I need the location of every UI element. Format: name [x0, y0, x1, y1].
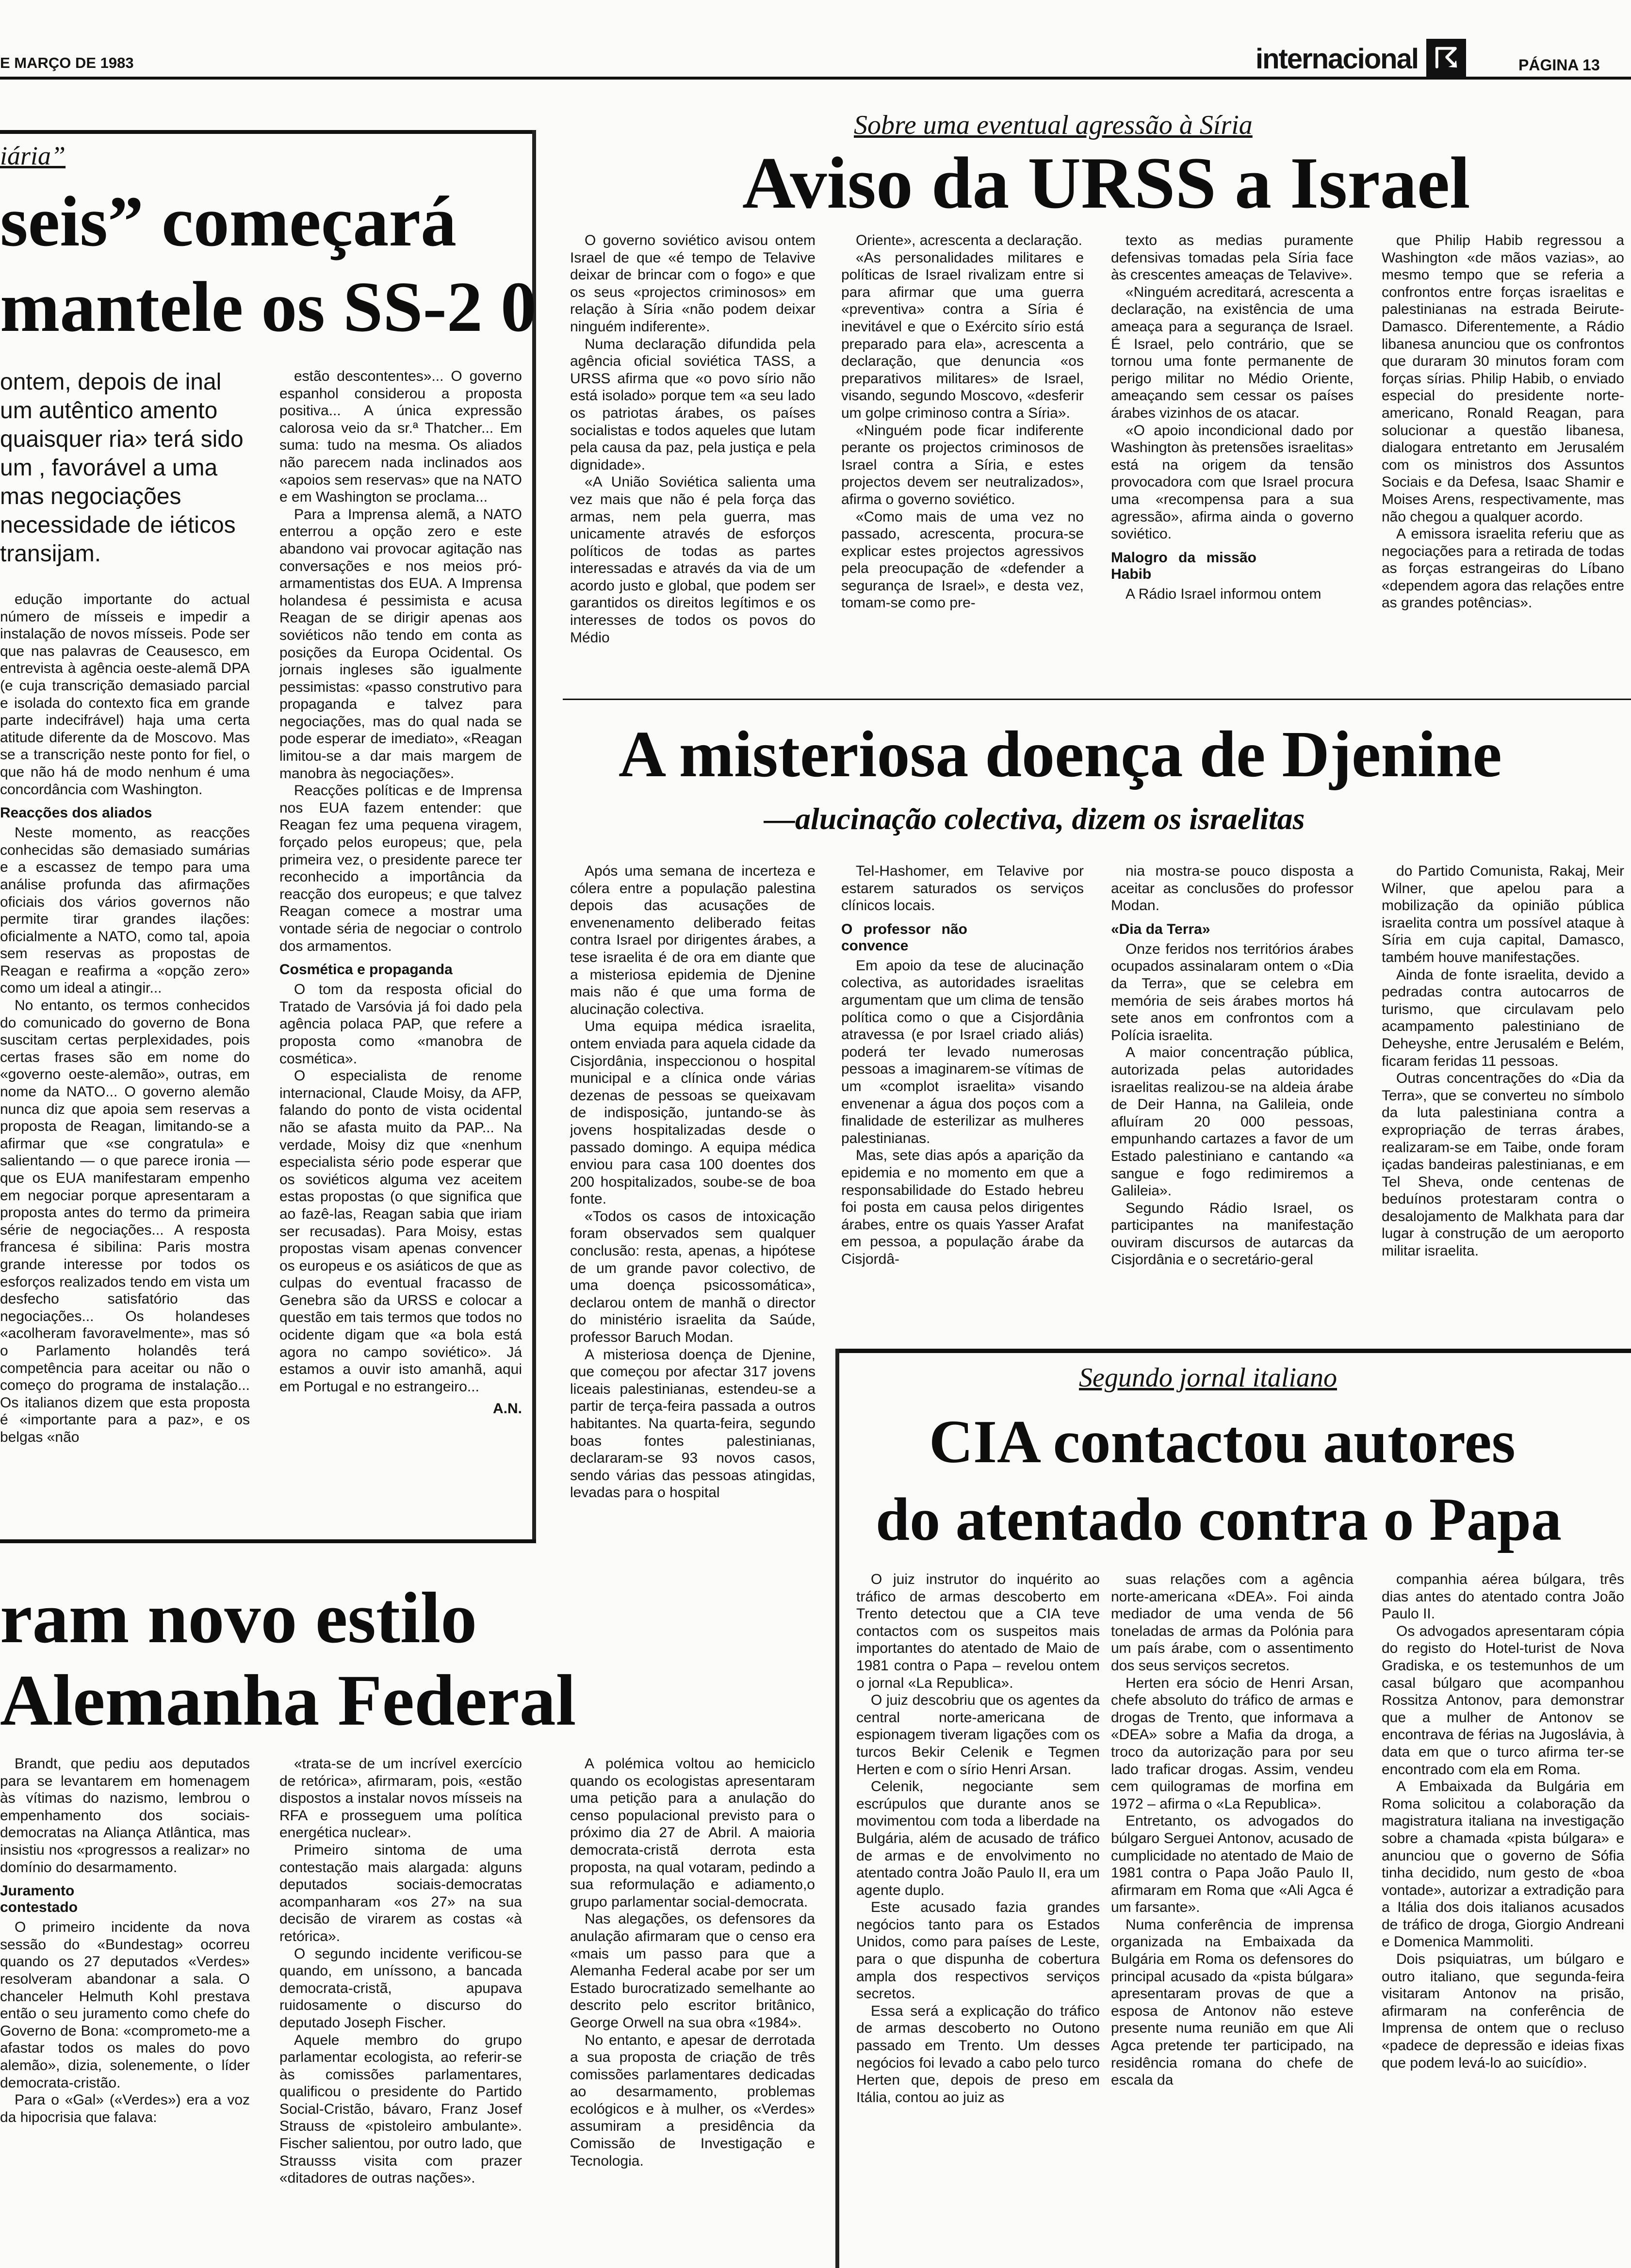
urss-column-4 [1382, 232, 1624, 688]
paragraph: «trata-se de um incrível exercício de retórica», afirmaram, pois, «estão dispostos a instalar novos mísseis na RFA e prosseguem uma política energética nuclear». [279, 1756, 522, 1841]
left-story-column-b [279, 368, 522, 1539]
paragraph: Segundo Rádio Israel, os participantes na manifestação ouviram discursos de autarcas da Cisjordânia e o secretário-geral [1111, 1200, 1354, 1268]
header-rule [0, 77, 1631, 80]
paragraph: O primeiro incidente da nova sessão do «Bundestag» ocorreu quando os 27 deputados «Verdes» resolveram abandonar a sala. O chanceler Helmuth Kohl prestava então o seu juramento como chefe do Governo de Bona: «comprometo-me a afastar todos os males do povo alemão», dizia, solenemente, o líder democrata-cristão. [0, 1919, 250, 2091]
paragraph: Onze feridos nos territórios árabes ocupados assinalaram ontem o «Dia da Terra», que se celebra em memória de seis árabes mortos há sete anos em confrontos com a Polícia israelita. [1111, 941, 1354, 1044]
subheading: Malogro da missão Habib [1111, 549, 1256, 582]
djenine-column-2 [841, 863, 1084, 1353]
paragraph: Celenik, negociante sem escrúpulos que durante anos se movimentou com toda a liberdade na Bulgária, além de acusado de tráfico de armas e de envolvimento no atentado contra João Paulo II, era um agente duplo. [856, 1779, 1100, 1898]
urss-bottom-rule [563, 699, 1631, 700]
paragraph: Este acusado fazia grandes negócios tanto para os Estados Unidos, como para países de Leste, para o que dispunha de cobertura ampla dos respectivos serviços secretos. [856, 1899, 1100, 2002]
urss-column-2 [841, 232, 1084, 688]
paragraph: Reacções políticas e de Imprensa nos EUA fazem entender: que Reagan fez uma pequena viragem, forçado pelos europeus; que, pela primeira vez, o presidente parece ter reconhecido a importância da reacção dos europeus; e que talvez Reagan comece a mostrar uma vontade séria de negociar o controlo dos armamentos. [279, 783, 522, 954]
alemanha-headline-2: Alemanha Federal [0, 1660, 576, 1741]
paragraph: Mas, sete dias após a aparição da epidemia e no momento em que a responsabilidade do Estado hebreu foi posta em causa pelos dirigentes árabes, entre os quais Yasser Arafat em pessoa, a população árabe da Cisjordâ- [841, 1147, 1084, 1267]
paragraph: O juiz instrutor do inquérito ao tráfico de armas descoberto em Trento detectou que a CIA teve contactos com os suspeitos mais importantes do atentado de Maio de 1981 contra o Papa – revelou ontem o jornal «La Republica». [856, 1571, 1100, 1691]
paragraph: Numa conferência de imprensa organizada na Embaixada da Bulgária em Roma os defensores do principal acusado da «pista búlgara» apresentaram provas de que a esposa de Antonov não esteve presente numa reunião em que Ali Agca pretende ter participado, na residência romana do chefe de escala da [1111, 1916, 1354, 2089]
left-story-kicker: iária” [0, 141, 66, 170]
paragraph: O especialista de renome internacional, Claude Moisy, da AFP, falando do ponto de vista ocidental não se afasta muito da PAP... Na verdade, Moisy diz que «nenhum especialista sério pode esperar que os soviéticos alguma vez aceitem estas propostas (o que significa que ao fazê-las, Reagan sabia que iriam ser recusadas). Para Moisy, estas propostas visam apenas convencer os europeus e os asiáticos de que as culpas do eventual fracasso de Genebra são da URSS e colocar a questão em tais termos que todos no ocidente digam que «a bola está agora no campo soviético». Já estamos a ouvir isto amanhã, aqui em Portugal e no estrangeiro... [279, 1068, 522, 1395]
alemanha-column-1 [0, 1755, 250, 2260]
paragraph: Os advogados apresentaram cópia do registo do Hotel-turist de Nova Gradiska, e os testemunhos de um casal búlgaro que acompanhou Rossitza Antonov, para demonstrar que a mulher de Antonov se encontrava de férias na Jugoslávia, à data em que o turco afirma ter-se encontrado com ela em Roma. [1382, 1623, 1624, 1778]
cia-column-1 [856, 1571, 1100, 2260]
cia-headline-1: CIA contactou autores [929, 1408, 1516, 1476]
paragraph: texto as medias puramente defensivas tomadas pela Síria face às crescentes ameaças de Telavive». [1111, 232, 1354, 283]
paragraph: «Ninguém pode ficar indiferente perante os projectos criminosos de Israel contra a Síria, e estes projectos devem ser neutralizados», afirma o governo soviético. [841, 422, 1084, 507]
paragraph: Uma equipa médica israelita, ontem enviada para aquela cidade da Cisjordânia, inspeccionou o hospital municipal e a clínica onde várias dezenas de pessoas se queixavam de indisposição, juntando-se às jovens hospitalizadas desde o passado domingo. A equipa médica enviou para casa 100 doentes dos 200 hospitalizados, soube-se de boa fonte. [570, 1018, 816, 1207]
alemanha-column-3 [570, 1755, 815, 2260]
paragraph: edução importante do actual número de mísseis e impedir a instalação de novos mísseis. Pode ser que nas palavras de Ceausesco, em entrevista à agência oeste-alemã DPA (e cuja transcrição demasiado parcial e isolada do contexto fica em grande parte indecifrável) haja uma certa atitude diferente da de Moscovo. Mas se a transcrição neste ponto for fiel, o que não há de modo nenhum é uma concordância com Washington. [0, 591, 250, 798]
left-story-bottom-rule [0, 1539, 536, 1543]
paragraph: A emissora israelita referiu que as negociações para a retirada de todas as forças estrangeiras do Líbano «dependem agora das relações entre as grandes potências». [1382, 526, 1624, 611]
header-page-number: PÁGINA 13 [1518, 56, 1600, 74]
paragraph: que Philip Habib regressou a Washington «de mãos vazias», ao mesmo tempo que se referia a confrontos entre forças israelitas e palestinianas na estrada Beirute-Damasco. Diferentemente, a Rádio libanesa anunciou que os confrontos que duraram 30 minutos foram com forças sírias. Philip Habib, o enviado especial do presidente norte-americano, Ronald Reagan, para solucionar a questão libanesa, dialogara entretanto em Jerusalém com os ministros dos Assuntos Sociais e da Defesa, Isaac Shamir e Moises Arens, respectivamente, mas não chegou a qualquer acordo. [1382, 232, 1624, 525]
paragraph: Para o «Gal» («Verdes») era a voz da hipocrisia que falava: [0, 2092, 250, 2125]
cia-box-top-rule [835, 1349, 1631, 1353]
paragraph: do Partido Comunista, Rakaj, Meir Wilner, que apelou para a mobilização da opinião pública israelita contra um possível ataque à Síria em cuja capital, Damasco, também houve manifestações. [1382, 863, 1624, 965]
paragraph: «Como mais de uma vez no passado, acrescenta, procura-se explicar estes projectos agressivos pela preocupação de «defender a segurança de Israel», e desta vez, tomam-se como pre- [841, 508, 1084, 611]
urss-kicker: Sobre uma eventual agressão à Síria [854, 110, 1253, 140]
urss-column-1 [570, 232, 816, 688]
header-section: internacional [1256, 43, 1418, 75]
paragraph: Após uma semana de incerteza e cólera entre a população palestina depois das acusações de envenenamento deliberado feitas contra Israel por dirigentes árabes, a tese israelita é de ora em diante que a misteriosa epidemia de Djenine mais não é que uma forma de alucinação colectiva. [570, 863, 816, 1017]
cia-kicker: Segundo jornal italiano [1079, 1363, 1337, 1393]
paragraph: Ainda de fonte israelita, devido a pedradas contra autocarros de turismo, que circulavam pelo acampamento palestiniano de Deheyshe, entre Jerusalém e Belém, ficaram feridas 11 pessoas. [1382, 966, 1624, 1069]
djenine-column-1 [570, 863, 816, 1581]
paragraph: nia mostra-se pouco disposta a aceitar as conclusões do professor Modan. [1111, 863, 1354, 914]
paragraph: Oriente», acrescenta a declaração. [856, 232, 1082, 248]
subheading: Juramento contestado [0, 1883, 78, 1916]
urss-headline: Aviso da URSS a Israel [742, 142, 1470, 224]
paragraph: «As personalidades militares e políticas de Israel rivalizam entre si para afirmar que uma guerra «preventiva» contra a Síria é inevitável e que o Exército sírio está preparado para ela», acrescenta a declaração, que denuncia «os preparativos militares» de Israel, visando, segundo Moscovo, «desferir um golpe criminoso contra a Síria». [841, 249, 1084, 421]
paragraph: A Embaixada da Bulgária em Roma solicitou a colaboração da magistratura italiana na investigação sobre a chamada «pista búlgara» e anunciou que o governo de Sófia tinha decidido, num gesto de «boa vontade», autorizar a extradição para a Itália dos dois italianos acusados de tráfico de droga, Giorgio Andreani e Domenica Mammoliti. [1382, 1779, 1624, 1950]
paragraph: Numa declaração difundida pela agência oficial soviética TASS, a URSS afirma que «o povo sírio não está isolado» porque tem «a seu lado os patriotas árabes, os países socialistas e todos aqueles que lutam pela causa da paz, pela justiça e pela dignidade». [570, 336, 816, 473]
left-story-lead: ontem, depois de inal um autêntico amento quaisquer ria» terá sido um , favorável a uma mas negociações necessidade de iéticos transijam. [0, 369, 244, 567]
paragraph: Brandt, que pediu aos deputados para se levantarem em homenagem às vítimas do nazismo, lembrou o empenhamento dos sociais-democratas na Aliança Atlântica, mas insistiu nos «progressos a realizar» no domínio do desarmamento. [0, 1756, 250, 1876]
paragraph: O tom da resposta oficial do Tratado de Varsóvia já foi dado pela agência polaca PAP, que refere a proposta como «manobra de cosmética». [279, 981, 522, 1067]
left-story-headline-2: mantele os SS-2 0 [0, 267, 537, 347]
paragraph: A maior concentração pública, autorizada pelas autoridades israelitas realizou-se na aldeia árabe de Deir Hanna, na Galileia, onde afluíram 20 000 pessoas, empunhando cartazes a favor de um Estado palestiniano e cantando «a sangue e fogo redimiremos a Galileia». [1111, 1044, 1354, 1199]
left-story-headline-1: seis” começará [0, 182, 457, 261]
paragraph: Em apoio da tese de alucinação colectiva, as autoridades israelitas argumentam que um clima de tensão política como o que a Cisjordânia atravessa (e por Israel criado aliás) poderá ter levado numerosas pessoas a imaginarem-se vítimas de um «complot israelita» visando envenenar a água dos poços com a finalidade de esterilizar as mulheres palestinianas. [841, 957, 1084, 1146]
signature: A.N. [493, 1401, 522, 1417]
paragraph: Essa será a explicação do tráfico de armas descoberto no Outono passado em Trento. Um desses negócios foi levado a cabo pelo turco Herten que, depois de preso em Itália, contou ao juiz as [856, 2003, 1100, 2105]
paragraph: No entanto, e apesar de derrotada a sua proposta de criação de três comissões parlamentares dedicadas ao desarmamento, problemas ecológicos e à mulher, os «Verdes» assumiram a presidência da Comissão de Investigação e Tecnologia. [570, 2032, 815, 2169]
djenine-column-3 [1111, 863, 1354, 1353]
paragraph: «A União Soviética salienta uma vez mais que não é pela força das armas, nem pela guerra, mas unicamente através de esforços políticos de todas as partes interessadas e através da via de um acordo justo e global, que podem ser garantidos os direitos legítimos e os interesses de todos os povos do Médio [570, 474, 816, 646]
subheading: «Dia da Terra» [1111, 921, 1210, 937]
paragraph: A Rádio Israel informou ontem [1125, 586, 1321, 602]
paragraph: Entretanto, os advogados do búlgaro Serguei Antonov, acusado de cumplicidade no atentado de Maio de 1981 contra o Papa João Paulo II, afirmaram em Roma que «Ali Agca é um farsante». [1111, 1813, 1354, 1916]
paragraph: Herten era sócio de Henri Arsan, chefe absoluto do tráfico de armas e drogas de Trento, que informava a «DEA» sobre a Mafia da droga, a troco da autorização para por seu lado traficar drogas. Assim, vendeu cem quilogramas de morfina em 1972 – afirma o «La Republica». [1111, 1675, 1354, 1812]
paragraph: suas relações com a agência norte-americana «DEA». Foi ainda mediador de uma venda de 56 toneladas de armas da Polónia para um país árabe, com o assentimento dos seus serviços secretos. [1111, 1571, 1354, 1674]
paragraph: «Todos os casos de intoxicação foram observados sem qualquer conclusão: resta, apenas, a hipótese de um grande pavor colectivo, de uma doença psicossomática», declarou ontem de manhã o director do ministério israelita da Saúde, professor Baruch Modan. [570, 1208, 816, 1346]
paragraph: Tel-Hashomer, em Telavive por estarem saturados os serviços clínicos locais. [841, 863, 1084, 914]
urss-column-3 [1111, 232, 1354, 688]
left-story-column-a [0, 591, 250, 1539]
left-story-top-rule [0, 130, 536, 134]
paragraph: A polémica voltou ao hemiciclo quando os ecologistas apresentaram uma petição para a anulação do censo populacional previsto para o próximo dia 27 de Abril. A maioria democrata-cristã derrota esta proposta, na qual votaram, pedindo a sua reformulação e adiamento,o grupo parlamentar social-democrata. [570, 1756, 815, 1910]
paragraph: Dois psiquiatras, um búlgaro e outro italiano, que segunda-feira visitaram Antonov na prisão, afirmaram na conferência de Imprensa de ontem que o recluso «padece de depressão e ideias fixas que podem levá-lo ao suicídio». [1382, 1951, 1624, 2071]
subheading: O professor não convence [841, 921, 967, 954]
section-logo-icon: ☈ [1426, 39, 1466, 79]
paragraph: O segundo incidente verificou-se quando, em uníssono, a bancada democrata-cristã, apupava ruidosamente o discurso do deputado Joseph Fischer. [279, 1945, 522, 2031]
paragraph: Neste momento, as reacções conhecidas são demasiado sumárias e a escassez de tempo para uma análise profunda das afirmações oficiais dos vários governos não permite tirar grandes ilações: oficialmente a NATO, como tal, apoia sem reservas as propostas de Reagan e reafirma a «opção zero» como um ideal a atingir... [0, 825, 250, 996]
paragraph: Para a Imprensa alemã, a NATO enterrou a opção zero e este abandono vai provocar agitação nas conversações e nos meios pró-armamentistas dos EUA. A Imprensa holandesa é pessimista e acusa Reagan de se dirigir apenas aos soviéticos não tendo em conta as posições da Europa Ocidental. Os jornais ingleses são igualmente pessimistas: «passo construtivo para propaganda e talvez para negociações, mas do qual nada se pode esperar de imediato», «Reagan limitou-se a dar mais margem de manobra às negociações». [279, 506, 522, 782]
cia-column-2 [1111, 1571, 1354, 2260]
paragraph: Outras concentrações do «Dia da Terra», que se converteu no símbolo da luta palestiniana contra a expropriação de terras árabes, realizaram-se em Taibe, onde foram içadas bandeiras palestinianas, e em Tel Sheva, onde centenas de beduínos protestaram contra o desalojamento de Malkhata para dar lugar à construção de um aeroporto militar israelita. [1382, 1070, 1624, 1259]
cia-box-left-rule [835, 1349, 839, 2268]
paragraph: «O apoio incondicional dado por Washington às pretensões israelitas» está na origem da tensão provocadora com que Israel procura uma «recompensa para a sua agressão», afirma ainda o governo soviético. [1111, 422, 1354, 542]
paragraph: O juiz descobriu que os agentes da central norte-americana de espionagem tiveram ligações com os turcos Bekir Celenik e Tegmen Herten e com o sírio Henri Arsan. [856, 1692, 1100, 1778]
subheading: Cosmética e propaganda [279, 962, 453, 978]
paragraph: estão descontentes»... O governo espanhol considerou a proposta positiva... A única expressão calorosa veio da sr.ª Thatcher... Em suma: tudo na mesma. Os aliados não parecem nada inclinados aos «apoios sem reservas» que na NATO e em Washington se proclama... [279, 368, 522, 506]
cia-headline-2: do atentado contra o Papa [876, 1486, 1562, 1553]
alemanha-column-2 [279, 1755, 522, 2260]
paragraph: A misteriosa doença de Djenine, que começou por afectar 317 jovens liceais palestinianas, estendeu-se a partir de terça-feira passada a outros habitantes. Na quarta-feira, segundo boas fontes palestinianas, declararam-se 93 novos casos, sendo várias das pessoas atingidas, levadas para o hospital [570, 1346, 816, 1501]
djenine-headline: A misteriosa doença de Djenine [619, 718, 1502, 791]
header-date: E MARÇO DE 1983 [0, 54, 134, 71]
subheading: Reacções dos aliados [0, 805, 152, 821]
alemanha-headline-1: ram novo estilo [0, 1578, 477, 1658]
paragraph: No entanto, os termos conhecidos do comunicado do governo de Bona suscitam certas perplexidades, pois certas frases são em nome do «governo oeste-alemão», outras, em nome da NATO... O governo alemão nunca diz que apoia sem reservas a proposta de Reagan, limitando-se a afirmar que «se congratula» e salientando — o que parece ironia — que os EUA manifestaram empenho em negociar porque apresentaram a proposta antes do termo da primeira série de negociações... A resposta francesa é sibilina: Paris mostra grande interesse por todos os esforços realizados tendo em vista um desfecho satisfatório das negociações... Os holandeses «acolheram favoravelmente», mas só o Parlamento holandês terá competência para aceitar ou não o começo do programa de instalação... Os italianos dizem que esta proposta é «importante para a paz», e os belgas «não [0, 997, 250, 1445]
paragraph: Primeiro sintoma de uma contestação mais alargada: alguns deputados sociais-democratas acompanharam «os 27» na sua decisão de virarem as costas «à retórica». [279, 1842, 522, 1944]
djenine-column-4 [1382, 863, 1624, 1353]
paragraph: Nas alegações, os defensores da anulação afirmaram que o censo era «mais um passo para que a Alemanha Federal acabe por ser um Estado burocratizado semelhante ao descrito pelo escritor britânico, George Orwell na sua obra «1984». [570, 1911, 815, 2031]
paragraph: Aquele membro do grupo parlamentar ecologista, ao referir-se às comissões parlamentares, qualificou o presidente do Partido Social-Cristão, bávaro, Franz Josef Strauss de «pistoleiro ambulante». Fischer salientou, por outro lado, que Strausss visita com prazer «ditadores de outras nações». [279, 2032, 522, 2186]
cia-column-3 [1382, 1571, 1624, 2260]
djenine-subhead: —alucinação colectiva, dizem os israelitas [764, 801, 1305, 836]
paragraph: «Ninguém acreditará, acrescenta a declaração, na existência de uma ameaça para a segurança de Israel. É Israel, pelo contrário, que se tornou uma fonte permanente de perigo militar no Médio Oriente, ameaçando sem cessar os países árabes vizinhos de os atacar. [1111, 284, 1354, 421]
paragraph: companhia aérea búlgara, três dias antes do atentado contra João Paulo II. [1382, 1571, 1624, 1622]
paragraph: O governo soviético avisou ontem Israel de que «é tempo de Telavive deixar de brincar com o fogo» e que os seus «projectos criminosos» em relação à Síria «não podem deixar ninguém indiferente». [570, 232, 816, 335]
